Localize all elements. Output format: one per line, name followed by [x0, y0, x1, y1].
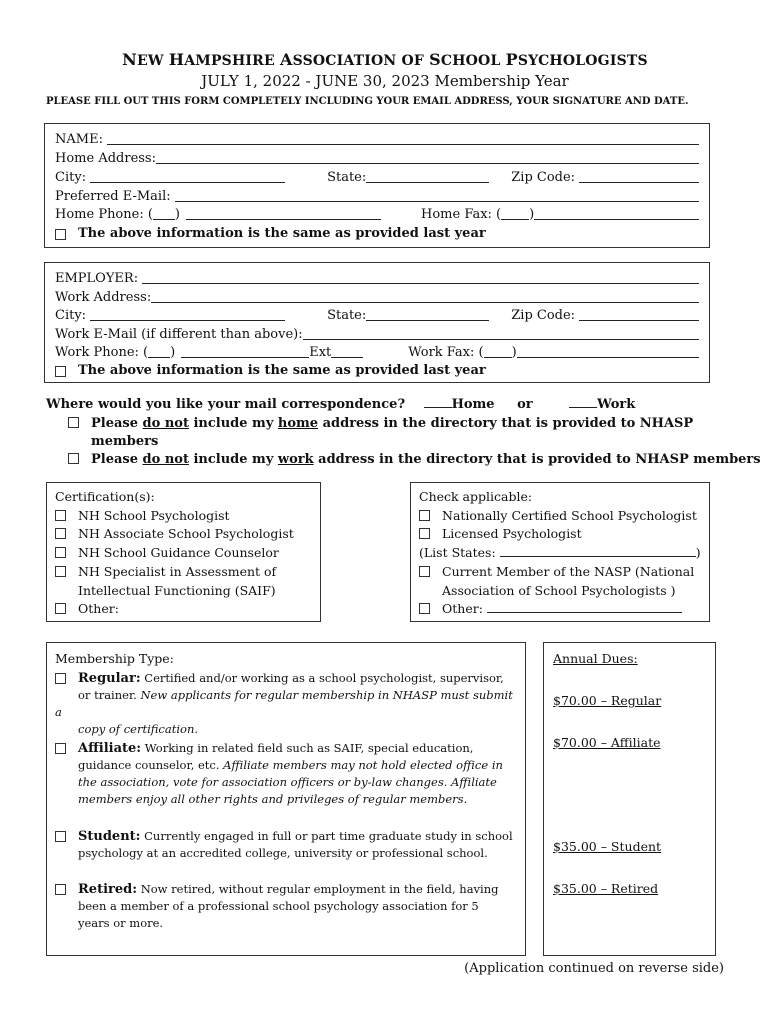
home-fax-field[interactable]: [534, 206, 699, 220]
home-fax-area[interactable]: [501, 206, 529, 220]
dues-regular: $70.00 – Regular: [553, 693, 662, 708]
annual-dues-box: [543, 642, 716, 956]
paren: ): [170, 345, 176, 360]
app-nasp: Current Member of the NASP (National: [419, 563, 701, 582]
ext-label: Ext: [309, 345, 332, 360]
exclude-work-checkbox[interactable]: [68, 453, 79, 464]
email-field[interactable]: [175, 188, 699, 202]
work-email-field[interactable]: [303, 326, 699, 340]
email-label: Preferred E-Mail:: [55, 189, 171, 204]
ext-field[interactable]: [331, 344, 363, 358]
app-checkbox[interactable]: [419, 510, 430, 521]
same-info-checkbox[interactable]: [55, 229, 66, 240]
work-city-label: City:: [55, 308, 87, 323]
work-phone-field[interactable]: [181, 344, 309, 358]
home-address-label: Home Address:: [55, 151, 156, 166]
continued-note: (Application continued on reverse side): [464, 961, 724, 976]
membership-student: Student: Currently engaged in full or part time graduate study in school psychology at an accredited college, university or professional school.: [55, 828, 520, 862]
personal-info-box: [44, 123, 710, 248]
mail-question-row: [46, 396, 635, 412]
dues-retired: $35.00 – Retired: [553, 881, 659, 896]
work-fax-field[interactable]: [517, 344, 699, 358]
work-state-label: State:: [327, 308, 367, 323]
zip-label: Zip Code:: [511, 170, 576, 185]
name-label: NAME:: [55, 132, 103, 147]
same-info-label: The above information is the same as provided last year: [78, 226, 486, 241]
org-title: NEW HAMPSHIRE ASSOCIATION OF SCHOOL PSYCHOLOGISTS: [122, 50, 648, 69]
dues-title: Annual Dues:: [553, 651, 638, 666]
work-state-field[interactable]: [366, 307, 489, 321]
applicable-title: Check applicable:: [419, 489, 533, 504]
city-field[interactable]: [90, 169, 285, 183]
mail-work-label: Work: [597, 397, 636, 412]
mail-question: Where would you like your mail correspondence?: [46, 397, 406, 412]
membership-box: [46, 642, 526, 956]
employer-field[interactable]: [142, 270, 699, 284]
exclude-home-checkbox[interactable]: [68, 417, 79, 428]
cert-checkbox[interactable]: [55, 510, 66, 521]
membership-title: Membership Type:: [55, 651, 174, 666]
app-checkbox[interactable]: [419, 566, 430, 577]
name-field[interactable]: [107, 131, 699, 145]
cert-checkbox[interactable]: [55, 547, 66, 558]
mail-home-label: Home: [451, 397, 495, 412]
employer-same-label: The above information is the same as provided last year: [78, 363, 486, 378]
work-address-label: Work Address:: [55, 290, 152, 305]
affiliate-checkbox[interactable]: [55, 743, 66, 754]
app-other-field[interactable]: [487, 601, 682, 613]
work-phone-area[interactable]: [148, 344, 170, 358]
home-phone-field[interactable]: [186, 206, 381, 220]
app-list-states: (List States: ): [419, 545, 701, 561]
paren: ): [511, 345, 517, 360]
mail-work-blank[interactable]: [569, 396, 597, 408]
instructions: PLEASE FILL OUT THIS FORM COMPLETELY INCLUDING YOUR EMAIL ADDRESS, YOUR SIGNATURE AND DATE.: [46, 96, 689, 107]
regular-checkbox[interactable]: [55, 673, 66, 684]
cert-nh-school-psych: NH School Psychologist: [55, 507, 312, 526]
work-fax-label: Work Fax: (: [408, 345, 484, 360]
work-phone-label: Work Phone: (: [55, 345, 149, 360]
retired-checkbox[interactable]: [55, 884, 66, 895]
membership-year: JULY 1, 2022 - JUNE 30, 2023 Membership Year: [201, 72, 569, 90]
cert-nh-guidance: NH School Guidance Counselor: [55, 544, 312, 563]
mail-home-blank[interactable]: [424, 396, 452, 408]
membership-affiliate: Affiliate: Working in related field such as SAIF, special education, guidance counselor, etc. Affiliate members may not hold elected office in the association, vote for association officers or by-law changes. Affiliate members enjoy all other rights and privileges of regular members.: [55, 740, 520, 808]
cert-other: Other:: [55, 600, 312, 619]
app-checkbox[interactable]: [419, 603, 430, 614]
work-zip-label: Zip Code:: [511, 308, 576, 323]
mail-or: or: [517, 397, 533, 412]
membership-retired: Retired: Now retired, without regular employment in the field, having been a member of a professional school psychology association for 5 years or more.: [55, 881, 520, 932]
employer-info-box: [44, 262, 710, 383]
certification-box: [46, 482, 321, 622]
state-field[interactable]: [366, 169, 489, 183]
work-city-field[interactable]: [90, 307, 285, 321]
list-states-field[interactable]: [500, 545, 696, 557]
employer-same-checkbox[interactable]: [55, 366, 66, 377]
dues-affiliate: $70.00 – Affiliate: [553, 735, 661, 750]
work-email-label: Work E-Mail (if different than above):: [55, 327, 303, 342]
paren: ): [529, 207, 535, 222]
work-fax-area[interactable]: [484, 344, 512, 358]
membership-regular: Regular: Certified and/or working as a school psychologist, supervisor, or trainer. New applicants for regular membership in NHASP must submit a copy of certification.: [55, 671, 513, 736]
work-zip-field[interactable]: [579, 307, 699, 321]
zip-field[interactable]: [579, 169, 699, 183]
cert-nh-associate: NH Associate School Psychologist: [55, 525, 312, 544]
applicable-box: [410, 482, 710, 622]
city-label: City:: [55, 170, 87, 185]
student-checkbox[interactable]: [55, 831, 66, 842]
home-phone-label: Home Phone: (: [55, 207, 153, 222]
state-label: State:: [327, 170, 367, 185]
home-fax-label: Home Fax: (: [421, 207, 502, 222]
app-checkbox[interactable]: [419, 528, 430, 539]
dues-student: $35.00 – Student: [553, 839, 662, 854]
work-address-field[interactable]: [151, 289, 699, 303]
cert-saif-cont: Intellectual Functioning (SAIF): [78, 582, 276, 598]
cert-checkbox[interactable]: [55, 603, 66, 614]
app-other: Other:: [419, 600, 701, 619]
cert-nh-saif: NH Specialist in Assessment of: [55, 563, 312, 582]
directory-work-option: Please do not include my work address in the directory that is provided to NHASP members: [68, 452, 761, 467]
paren: ): [174, 207, 180, 222]
directory-home-option: Please do not include my home address in the directory that is provided to NHASP members: [68, 415, 708, 451]
cert-checkbox[interactable]: [55, 566, 66, 577]
employer-label: EMPLOYER:: [55, 271, 139, 286]
certification-title: Certification(s):: [55, 489, 155, 504]
app-nasp-cont: Association of School Psychologists ): [442, 582, 676, 598]
home-address-field[interactable]: [156, 150, 699, 164]
app-ncsp: Nationally Certified School Psychologist: [419, 507, 701, 526]
home-phone-area[interactable]: [153, 206, 175, 220]
app-licensed: Licensed Psychologist: [419, 525, 701, 544]
cert-checkbox[interactable]: [55, 528, 66, 539]
